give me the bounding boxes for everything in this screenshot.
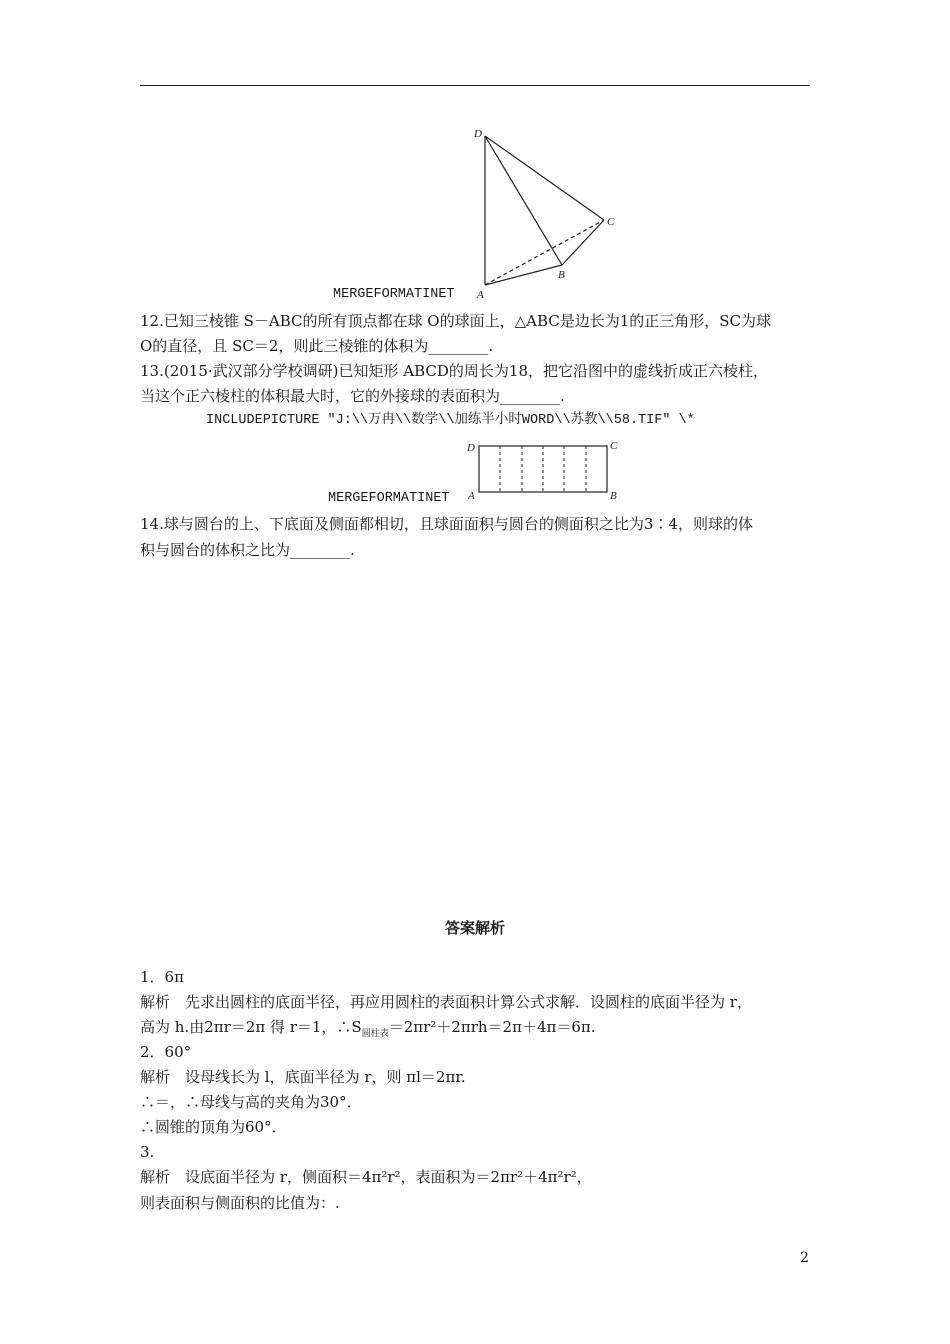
rect-label-c: C — [610, 440, 618, 452]
question-13-line-1: 13.(2015·武汉部分学校调研)已知矩形 ABCD的周长为18，把它沿图中的虚线折成正六棱柱， — [140, 362, 768, 380]
answer-3-line-2: 则表面积与侧面积的比值为：. — [140, 1194, 340, 1212]
question-13-line-2: 当这个正六棱柱的体积最大时，它的外接球的表面积为________. — [140, 387, 565, 405]
include-picture-text: INCLUDEPICTURE "J:\\万冉\\数学\\加练半小时WORD\\苏教\\58.TIF" \* — [206, 413, 695, 428]
rect-label-b: B — [610, 490, 617, 502]
answer-2-line-1: 解析 设母线长为 l，底面半径为 r，则 πl＝2πr. — [140, 1068, 466, 1086]
merge-format-text-2: MERGEFORMATINET — [328, 491, 450, 506]
answer-2-line-3: ∴圆锥的顶角为60°． — [140, 1118, 287, 1136]
question-14-line-1: 14.球与圆台的上、下底面及侧面都相切，且球面面积与圆台的侧面积之比为3∶4，则球的体 — [140, 515, 753, 533]
header-rule — [140, 85, 810, 86]
rect-label-d: D — [467, 442, 475, 454]
answers-title: 答案解析 — [444, 919, 505, 937]
question-12-line-2: O的直径，且 SC＝2，则此三棱锥的体积为________. — [140, 337, 494, 355]
answer-3-line-1: 解析 设底面半径为 r，侧面积＝4π²r²，表面积为＝2πr²＋4π²r²， — [140, 1168, 592, 1186]
tetrahedron-figure — [465, 122, 625, 304]
answer-1-line-2-end: ＝2πr²＋2πrh＝2π＋4π＝6π. — [388, 1018, 596, 1036]
answer-1-line-1: 解析 先求出圆柱的底面半径，再应用圆柱的表面积计算公式求解．设圆柱的底面半径为 r， — [140, 993, 752, 1011]
answer-2-line-2: ∴＝，∴母线与高的夹角为30°． — [140, 1093, 362, 1111]
answer-1-line-2 — [140, 1017, 596, 1044]
vertex-label-c: C — [607, 216, 615, 228]
answer-1-line-2-start: 高为 h.由2πr＝2π 得 r＝1，∴S — [140, 1018, 362, 1036]
question-12-line-1: 12.已知三棱锥 S－ABC的所有顶点都在球 O的球面上，△ABC是边长为1的正三角形，SC为球 — [140, 312, 772, 330]
page-number: 2 — [800, 1250, 809, 1266]
rectangle-figure — [462, 437, 624, 503]
vertex-label-a: A — [477, 289, 484, 301]
answer-1-subscript: 圆柱表 — [361, 1029, 389, 1039]
vertex-label-b: B — [558, 269, 565, 281]
answer-1-head: 1．6π — [140, 968, 184, 986]
rect-label-a: A — [468, 490, 475, 502]
answer-3-head: 3. — [140, 1143, 155, 1161]
question-14-line-2: 积与圆台的体积之比为________. — [140, 541, 355, 559]
answer-2-head: 2．60° — [140, 1043, 192, 1061]
merge-format-text-1: MERGEFORMATINET — [333, 287, 455, 302]
vertex-label-d: D — [474, 128, 482, 140]
